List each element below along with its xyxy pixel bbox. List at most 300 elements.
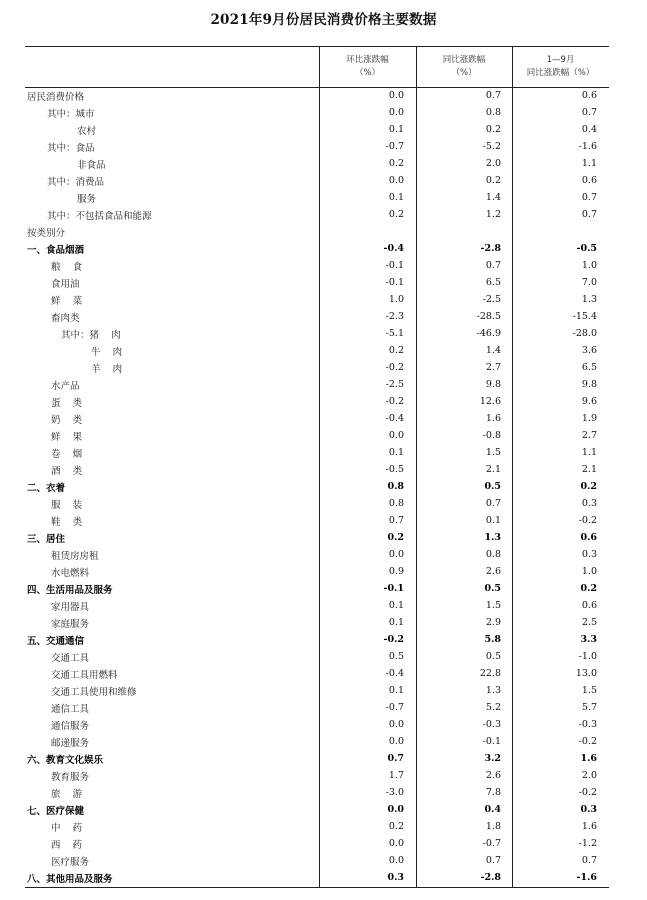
cell-mom: 0.0 — [388, 719, 404, 730]
cell-yoy: -0.1 — [482, 736, 501, 747]
table-header — [25, 46, 609, 88]
table-row — [25, 666, 609, 683]
cell-mom: -0.2 — [385, 362, 404, 373]
column-divider — [512, 326, 513, 343]
cell-yoy: 7.8 — [485, 787, 501, 798]
row-label: 八、其他用品及服务 — [27, 874, 113, 885]
column-divider — [319, 88, 320, 105]
column-divider — [512, 275, 513, 292]
column-divider — [416, 581, 417, 598]
column-divider — [319, 105, 320, 122]
column-divider — [512, 343, 513, 360]
cell-yoy: 0.4 — [484, 804, 501, 815]
cell-mom: 0.8 — [388, 498, 404, 509]
column-divider — [416, 343, 417, 360]
cell-ytd: 0.4 — [581, 124, 597, 135]
row-label: 鞋 类 — [51, 517, 83, 528]
column-divider — [416, 734, 417, 751]
cell-ytd: -0.2 — [578, 736, 597, 747]
column-divider — [416, 428, 417, 445]
column-divider — [416, 598, 417, 615]
cell-ytd: -15.4 — [572, 311, 597, 322]
cell-yoy: 12.6 — [479, 396, 501, 407]
cell-ytd: 0.2 — [580, 583, 597, 594]
cell-yoy: 1.5 — [485, 600, 501, 611]
cell-ytd: 0.7 — [581, 107, 597, 118]
column-divider — [512, 785, 513, 802]
row-label: 通信工具 — [51, 704, 90, 715]
cell-mom: 0.1 — [388, 124, 404, 135]
table-row — [25, 768, 609, 785]
cell-ytd: 0.7 — [581, 855, 597, 866]
row-label: 蛋 类 — [51, 398, 83, 409]
cell-yoy: 0.8 — [485, 549, 501, 560]
table-row — [25, 173, 609, 190]
cell-mom: 0.0 — [388, 838, 404, 849]
column-divider — [319, 343, 320, 360]
row-label: 中 药 — [51, 823, 83, 834]
column-divider — [319, 615, 320, 632]
cell-ytd: 0.3 — [581, 498, 597, 509]
column-divider — [512, 632, 513, 649]
cell-ytd: 1.6 — [580, 753, 597, 764]
column-divider — [512, 139, 513, 156]
cell-ytd: 6.5 — [581, 362, 597, 373]
cell-yoy: 1.4 — [485, 345, 501, 356]
column-divider — [512, 547, 513, 564]
row-label: 其中：城市 — [47, 109, 95, 120]
cell-ytd: 3.3 — [580, 634, 597, 645]
cell-yoy: -2.8 — [480, 872, 501, 883]
column-divider — [512, 309, 513, 326]
cell-mom: -0.5 — [385, 464, 404, 475]
row-label: 其中：不包括食品和能源 — [47, 211, 152, 222]
row-label: 服务 — [77, 194, 97, 205]
cell-ytd: 0.6 — [580, 532, 597, 543]
header-mom — [319, 47, 416, 87]
cell-mom: -0.7 — [385, 141, 404, 152]
table-row — [25, 309, 609, 326]
table-row — [25, 292, 609, 309]
cell-mom: 0.1 — [388, 617, 404, 628]
row-label: 其中：消费品 — [47, 177, 105, 188]
column-divider — [319, 513, 320, 530]
column-divider — [319, 207, 320, 224]
cell-ytd: 1.0 — [581, 260, 597, 271]
column-divider — [319, 836, 320, 853]
table-row — [25, 870, 609, 888]
row-label: 鲜 菜 — [51, 296, 83, 307]
row-label: 二、衣着 — [27, 483, 66, 494]
header-ytd-line1: 1—9月 — [546, 55, 575, 65]
cell-mom: -0.7 — [385, 702, 404, 713]
cell-mom: -0.4 — [385, 668, 404, 679]
column-divider — [416, 139, 417, 156]
column-divider — [416, 275, 417, 292]
row-label: 教育服务 — [51, 772, 90, 783]
cell-yoy: 6.5 — [485, 277, 501, 288]
cell-yoy: 2.1 — [485, 464, 501, 475]
cell-yoy: 1.6 — [485, 413, 501, 424]
cell-ytd: -1.0 — [578, 651, 597, 662]
row-label: 租赁房房租 — [51, 551, 99, 562]
cell-mom: 0.0 — [388, 855, 404, 866]
table-row — [25, 207, 609, 224]
column-divider — [512, 819, 513, 836]
row-label: 交通工具用燃料 — [51, 670, 118, 681]
cell-ytd: 2.7 — [581, 430, 597, 441]
column-divider — [416, 156, 417, 173]
column-divider — [512, 462, 513, 479]
column-divider — [319, 564, 320, 581]
column-divider — [416, 547, 417, 564]
table-row — [25, 734, 609, 751]
row-label: 其中：猪 肉 — [61, 330, 121, 341]
row-label: 四、生活用品及服务 — [27, 585, 113, 596]
cell-mom: 0.2 — [388, 209, 404, 220]
column-divider — [512, 615, 513, 632]
cell-mom: -0.4 — [383, 243, 404, 254]
column-divider — [416, 632, 417, 649]
column-divider — [416, 190, 417, 207]
row-label: 五、交通通信 — [27, 636, 85, 647]
table-row — [25, 615, 609, 632]
table-row — [25, 122, 609, 139]
header-mom-line2: （%） — [354, 68, 381, 78]
column-divider — [416, 479, 417, 496]
data-table — [25, 46, 609, 888]
column-divider — [416, 513, 417, 530]
column-divider — [512, 700, 513, 717]
cell-mom: -5.1 — [385, 328, 404, 339]
row-label: 三、居住 — [27, 534, 66, 545]
cell-mom: 0.0 — [387, 804, 404, 815]
cell-yoy: 2.0 — [485, 158, 501, 169]
column-divider — [416, 445, 417, 462]
column-divider — [319, 292, 320, 309]
column-divider — [319, 717, 320, 734]
cell-ytd: 0.3 — [581, 549, 597, 560]
column-divider — [512, 88, 513, 105]
column-divider — [319, 275, 320, 292]
cell-yoy: 1.5 — [485, 447, 501, 458]
column-divider — [512, 530, 513, 547]
cell-mom: 0.2 — [388, 158, 404, 169]
row-label: 酒 类 — [51, 466, 83, 477]
column-divider — [319, 819, 320, 836]
column-divider — [416, 530, 417, 547]
column-divider — [512, 445, 513, 462]
table-row — [25, 326, 609, 343]
column-divider — [416, 377, 417, 394]
column-divider — [512, 377, 513, 394]
column-divider — [319, 309, 320, 326]
table-row — [25, 700, 609, 717]
page-title: 2021年9月份居民消费价格主要数据 — [210, 12, 437, 28]
column-divider — [319, 411, 320, 428]
row-label: 家庭服务 — [51, 619, 90, 630]
cell-mom: -2.3 — [385, 311, 404, 322]
cell-yoy: 0.7 — [485, 260, 501, 271]
row-label: 奶 类 — [51, 415, 83, 426]
cell-mom: -0.2 — [385, 396, 404, 407]
row-label: 水电燃料 — [51, 568, 90, 579]
column-divider — [512, 683, 513, 700]
row-label: 其中：食品 — [47, 143, 95, 154]
column-divider — [416, 751, 417, 768]
cell-yoy: 1.3 — [484, 532, 501, 543]
cell-yoy: 0.7 — [485, 90, 501, 101]
cell-yoy: 0.5 — [484, 481, 501, 492]
cell-mom: 0.1 — [388, 600, 404, 611]
column-divider — [512, 768, 513, 785]
row-label: 鲜 果 — [51, 432, 83, 443]
cell-mom: 0.2 — [388, 345, 404, 356]
column-divider — [512, 360, 513, 377]
table-row — [25, 224, 609, 241]
cell-mom: 0.9 — [388, 566, 404, 577]
column-divider — [416, 768, 417, 785]
cell-ytd: 9.6 — [581, 396, 597, 407]
table-row — [25, 479, 609, 496]
cell-ytd: 0.6 — [581, 90, 597, 101]
table-row — [25, 564, 609, 581]
row-label: 粮 食 — [51, 262, 83, 273]
column-divider — [512, 258, 513, 275]
table-row — [25, 156, 609, 173]
column-divider — [319, 530, 320, 547]
table-row — [25, 394, 609, 411]
column-divider — [512, 411, 513, 428]
column-divider — [319, 156, 320, 173]
row-label: 通信服务 — [51, 721, 90, 732]
cell-yoy: 1.3 — [485, 685, 501, 696]
row-label: 家用器具 — [51, 602, 90, 613]
column-divider — [416, 819, 417, 836]
column-divider — [416, 649, 417, 666]
column-divider — [319, 683, 320, 700]
cell-ytd: 1.0 — [581, 566, 597, 577]
row-label: 六、教育文化娱乐 — [27, 755, 104, 766]
column-divider — [512, 717, 513, 734]
row-label: 一、食品烟酒 — [27, 245, 85, 256]
column-divider — [319, 785, 320, 802]
column-divider — [416, 173, 417, 190]
row-label: 按类别分 — [27, 228, 66, 239]
cell-yoy: 9.8 — [485, 379, 501, 390]
cell-yoy: 5.8 — [484, 634, 501, 645]
cell-mom: 0.8 — [387, 481, 404, 492]
cell-mom: -0.1 — [385, 260, 404, 271]
column-divider — [512, 224, 513, 241]
cell-ytd: 2.1 — [581, 464, 597, 475]
table-row — [25, 581, 609, 598]
table-row — [25, 428, 609, 445]
cell-mom: 0.7 — [388, 515, 404, 526]
cell-ytd: -0.5 — [576, 243, 597, 254]
row-label: 西 药 — [51, 840, 83, 851]
column-divider — [416, 666, 417, 683]
cell-mom: -0.1 — [385, 277, 404, 288]
cell-yoy: 0.8 — [485, 107, 501, 118]
column-divider — [319, 547, 320, 564]
column-divider — [512, 105, 513, 122]
cell-ytd: -0.2 — [578, 515, 597, 526]
cell-yoy: -0.3 — [482, 719, 501, 730]
cell-ytd: 0.7 — [581, 209, 597, 220]
row-label: 旅 游 — [51, 789, 83, 800]
cell-ytd: -0.3 — [578, 719, 597, 730]
cell-ytd: -28.0 — [572, 328, 597, 339]
column-divider — [319, 870, 320, 887]
table-row — [25, 836, 609, 853]
column-divider — [416, 411, 417, 428]
column-divider — [416, 700, 417, 717]
column-divider — [319, 428, 320, 445]
column-divider — [416, 683, 417, 700]
cell-yoy: -0.7 — [482, 838, 501, 849]
cell-ytd: 13.0 — [575, 668, 597, 679]
column-divider — [416, 292, 417, 309]
column-divider — [416, 615, 417, 632]
cell-yoy: 0.2 — [485, 175, 501, 186]
column-divider — [512, 581, 513, 598]
column-divider — [512, 734, 513, 751]
cell-mom: -0.4 — [385, 413, 404, 424]
column-divider — [319, 462, 320, 479]
column-divider — [512, 564, 513, 581]
cell-yoy: -2.5 — [482, 294, 501, 305]
table-row — [25, 496, 609, 513]
cell-mom: -2.5 — [385, 379, 404, 390]
table-row — [25, 819, 609, 836]
table-row — [25, 343, 609, 360]
cell-ytd: 0.7 — [581, 192, 597, 203]
column-divider — [416, 717, 417, 734]
column-divider — [416, 224, 417, 241]
column-divider — [319, 632, 320, 649]
column-divider — [416, 326, 417, 343]
column-divider — [512, 649, 513, 666]
cell-ytd: 0.6 — [581, 175, 597, 186]
column-divider — [319, 377, 320, 394]
cell-ytd: 9.8 — [581, 379, 597, 390]
cell-yoy: 22.8 — [479, 668, 501, 679]
header-yoy-line2: （%） — [451, 68, 477, 78]
table-row — [25, 275, 609, 292]
cell-yoy: 2.7 — [485, 362, 501, 373]
cell-mom: 0.2 — [387, 532, 404, 543]
table-row — [25, 751, 609, 768]
cell-mom: 0.0 — [388, 736, 404, 747]
cell-yoy: 1.4 — [485, 192, 501, 203]
column-divider — [512, 479, 513, 496]
cell-mom: 0.0 — [388, 107, 404, 118]
column-divider — [319, 394, 320, 411]
column-divider — [512, 207, 513, 224]
column-divider — [416, 122, 417, 139]
cell-yoy: 0.5 — [484, 583, 501, 594]
column-divider — [319, 581, 320, 598]
row-label: 邮递服务 — [51, 738, 90, 749]
table-row — [25, 258, 609, 275]
header-ytd — [512, 47, 609, 87]
column-divider — [512, 292, 513, 309]
row-label: 水产品 — [51, 381, 80, 392]
cell-yoy: -46.9 — [476, 328, 501, 339]
cell-yoy: 2.9 — [485, 617, 501, 628]
cell-ytd: 5.7 — [581, 702, 597, 713]
cell-yoy: 5.2 — [485, 702, 501, 713]
table-row — [25, 445, 609, 462]
cell-ytd: 1.3 — [581, 294, 597, 305]
table-row — [25, 598, 609, 615]
cell-yoy: 0.7 — [485, 498, 501, 509]
table-row — [25, 649, 609, 666]
cell-yoy: 3.2 — [484, 753, 501, 764]
cell-mom: 0.0 — [388, 430, 404, 441]
column-divider — [512, 122, 513, 139]
cell-ytd: 2.5 — [581, 617, 597, 628]
column-divider — [416, 258, 417, 275]
column-divider — [319, 139, 320, 156]
column-divider — [512, 241, 513, 258]
cell-mom: -3.0 — [385, 787, 404, 798]
cell-yoy: 1.2 — [485, 209, 501, 220]
table-row — [25, 853, 609, 870]
table-row — [25, 717, 609, 734]
column-divider — [319, 700, 320, 717]
column-divider — [319, 258, 320, 275]
column-divider — [319, 734, 320, 751]
column-divider — [319, 190, 320, 207]
column-divider — [319, 666, 320, 683]
row-label: 农村 — [77, 126, 97, 137]
table-row — [25, 190, 609, 207]
cell-mom: -0.1 — [383, 583, 404, 594]
column-divider — [512, 870, 513, 887]
column-divider — [512, 666, 513, 683]
row-label: 卷 烟 — [51, 449, 83, 460]
column-divider — [512, 190, 513, 207]
column-divider — [416, 870, 417, 887]
table-row — [25, 139, 609, 156]
column-divider — [319, 751, 320, 768]
cell-ytd: -1.6 — [578, 141, 597, 152]
column-divider — [512, 173, 513, 190]
column-divider — [416, 462, 417, 479]
row-label: 服 装 — [51, 500, 83, 511]
table-row — [25, 377, 609, 394]
cell-yoy: -2.8 — [480, 243, 501, 254]
column-divider — [512, 836, 513, 853]
cell-ytd: 1.5 — [581, 685, 597, 696]
column-divider — [416, 496, 417, 513]
column-divider — [512, 496, 513, 513]
cell-ytd: 1.9 — [581, 413, 597, 424]
row-label: 交通工具 — [51, 653, 90, 664]
row-label: 牛 肉 — [91, 347, 123, 358]
table-row — [25, 802, 609, 819]
cell-mom: 1.0 — [388, 294, 404, 305]
cell-yoy: 0.2 — [485, 124, 501, 135]
column-divider — [512, 598, 513, 615]
column-divider — [319, 496, 320, 513]
cell-ytd: 7.0 — [581, 277, 597, 288]
cell-yoy: 2.6 — [485, 770, 501, 781]
cell-ytd: -0.2 — [578, 787, 597, 798]
cell-yoy: 0.1 — [485, 515, 501, 526]
